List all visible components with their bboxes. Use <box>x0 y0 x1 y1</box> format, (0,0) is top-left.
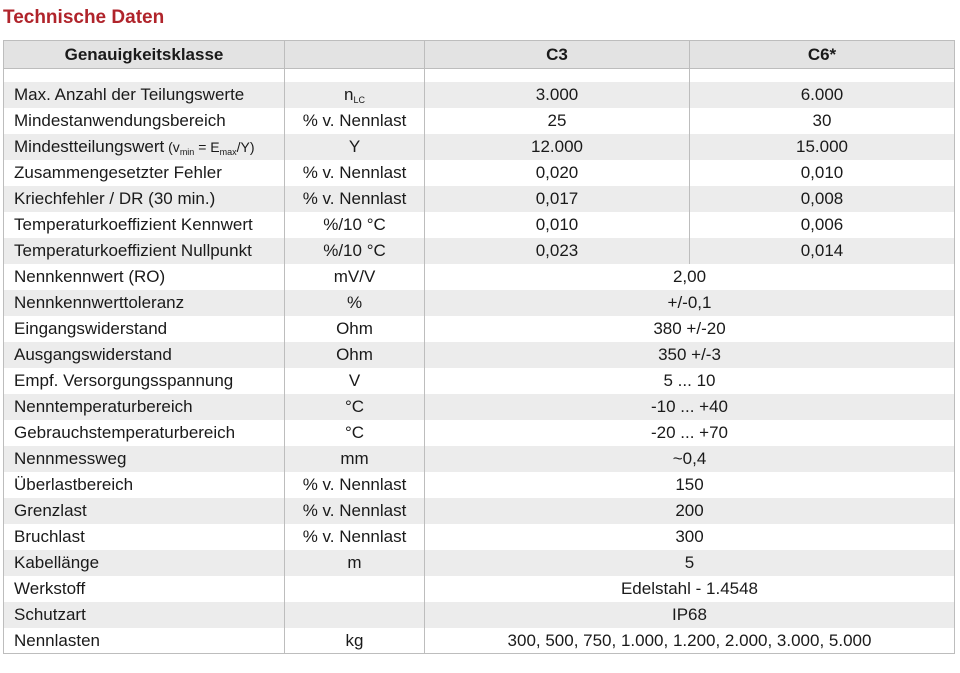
row-unit: %/10 °C <box>323 241 386 260</box>
table-header <box>4 41 954 69</box>
value-all-classes: 5 ... 10 <box>663 371 716 390</box>
label-formula: $(v_{min} = E_{max}/Y)$ <box>164 139 255 157</box>
row-label: Kabellänge <box>14 553 100 572</box>
value-all-classes: 380 +/-20 <box>653 319 726 338</box>
row-label: Bruchlast <box>14 527 85 546</box>
value-c6: 15.000 <box>796 137 848 156</box>
row-unit: mm <box>340 449 369 468</box>
unit-subscript: LC <box>353 95 365 105</box>
header-c6: C6* <box>807 45 837 64</box>
table-row <box>4 576 954 602</box>
table-row <box>4 290 954 316</box>
row-label: Temperaturkoeffizient Kennwert <box>14 215 253 234</box>
row-label: Nennmessweg <box>14 449 127 468</box>
row-unit: % v. Nennlast <box>302 501 407 520</box>
value-all-classes: 300 <box>675 527 704 546</box>
value-c6: 0,006 <box>800 215 844 234</box>
row-unit: V <box>348 371 361 390</box>
spec-table <box>3 40 955 654</box>
value-c3: 3.000 <box>535 85 579 104</box>
row-label: Eingangswiderstand <box>14 319 168 338</box>
table-row <box>4 342 954 368</box>
column-divider <box>424 41 425 653</box>
table-row <box>4 368 954 394</box>
value-all-classes: 200 <box>675 501 704 520</box>
section-title: Technische Daten <box>3 7 165 28</box>
table-row <box>4 420 954 446</box>
row-unit <box>285 576 424 602</box>
formula-subscript: min <box>179 147 195 157</box>
value-c3: 0,017 <box>535 189 579 208</box>
row-label: Nenntemperaturbereich <box>14 397 193 416</box>
row-unit: Ohm <box>336 319 373 338</box>
row-unit: % v. Nennlast <box>302 163 407 182</box>
table-row <box>4 498 954 524</box>
row-unit: % v. Nennlast <box>302 475 407 494</box>
table-row <box>4 524 954 550</box>
row-label: Empf. Versorgungsspannung <box>14 371 234 390</box>
value-all-classes: 350 +/-3 <box>658 345 721 364</box>
table-row <box>4 264 954 290</box>
table-row <box>4 394 954 420</box>
value-all-classes: Edelstahl - 1.4548 <box>620 579 759 598</box>
row-label: Kriechfehler / DR (30 min.) <box>14 189 216 208</box>
table-row <box>4 550 954 576</box>
row-unit: $n_{LC}$ <box>344 85 365 105</box>
value-all-classes: -10 ... +40 <box>650 397 729 416</box>
value-c6: 30 <box>812 111 832 130</box>
value-c3: 0,023 <box>535 241 579 260</box>
row-unit <box>285 602 424 628</box>
row-label: Nennlasten <box>14 631 101 650</box>
value-c3: 0,020 <box>535 163 579 182</box>
row-unit: Ohm <box>336 345 373 364</box>
table-row <box>4 446 954 472</box>
row-unit: % v. Nennlast <box>302 111 407 130</box>
table-row <box>4 472 954 498</box>
value-all-classes: +/-0,1 <box>667 293 712 312</box>
row-unit: m <box>347 553 362 572</box>
row-unit: °C <box>344 397 365 416</box>
value-c6: 0,014 <box>800 241 844 260</box>
value-c6: 6.000 <box>800 85 844 104</box>
table-row <box>4 212 954 238</box>
table-row <box>4 602 954 628</box>
table-row <box>4 108 954 134</box>
row-unit: kg <box>345 631 364 650</box>
row-unit: Y <box>348 137 361 156</box>
table-row <box>4 628 954 654</box>
value-all-classes: 2,00 <box>672 267 707 286</box>
row-label: Schutzart <box>14 605 86 624</box>
header-unit <box>285 41 424 68</box>
value-all-classes: 300, 500, 750, 1.000, 1.200, 2.000, 3.000, 5.000 <box>507 631 872 650</box>
row-label: Nennkennwert (RO) <box>14 267 166 286</box>
row-label: Temperaturkoeffizient Nullpunkt <box>14 241 252 260</box>
row-label: Gebrauchstemperaturbereich <box>14 423 236 442</box>
row-label: Nennkennwerttoleranz <box>14 293 185 312</box>
table-row <box>4 160 954 186</box>
header-spacer <box>4 69 954 82</box>
value-all-classes: -20 ... +70 <box>650 423 729 442</box>
value-all-classes: 5 <box>684 553 695 572</box>
row-unit: % v. Nennlast <box>302 527 407 546</box>
row-label: Grenzlast <box>14 501 87 520</box>
table-row <box>4 316 954 342</box>
row-label: Max. Anzahl der Teilungswerte <box>14 85 245 104</box>
table-row <box>4 82 954 108</box>
value-all-classes: IP68 <box>672 605 707 624</box>
header-accuracy-class: Genauigkeitsklasse <box>64 45 224 64</box>
table-row <box>4 186 954 212</box>
table-row <box>4 134 954 160</box>
row-label: Mindestanwendungsbereich <box>14 111 226 130</box>
row-unit: mV/V <box>333 267 376 286</box>
value-all-classes: 150 <box>675 475 704 494</box>
row-unit: °C <box>344 423 365 442</box>
value-c3: 25 <box>547 111 567 130</box>
row-label: Mindestteilungswert $(v_{min} = E_{max}/Y)$ <box>14 137 255 157</box>
value-c3: 0,010 <box>535 215 579 234</box>
value-all-classes: ~0,4 <box>672 449 707 468</box>
header-c3: C3 <box>546 45 568 64</box>
row-label: Zusammengesetzter Fehler <box>14 163 222 182</box>
row-unit: % v. Nennlast <box>302 189 407 208</box>
row-label: Überlastbereich <box>14 475 134 494</box>
table-row <box>4 238 954 264</box>
value-c3: 12.000 <box>531 137 583 156</box>
value-c6: 0,008 <box>800 189 844 208</box>
formula-subscript: max <box>219 147 237 157</box>
column-divider <box>284 41 285 653</box>
row-label: Ausgangswiderstand <box>14 345 172 364</box>
row-unit: % <box>346 293 363 312</box>
column-divider <box>689 41 690 264</box>
table-body <box>4 69 954 654</box>
value-c6: 0,010 <box>800 163 844 182</box>
row-label: Werkstoff <box>14 579 86 598</box>
row-unit: %/10 °C <box>323 215 386 234</box>
